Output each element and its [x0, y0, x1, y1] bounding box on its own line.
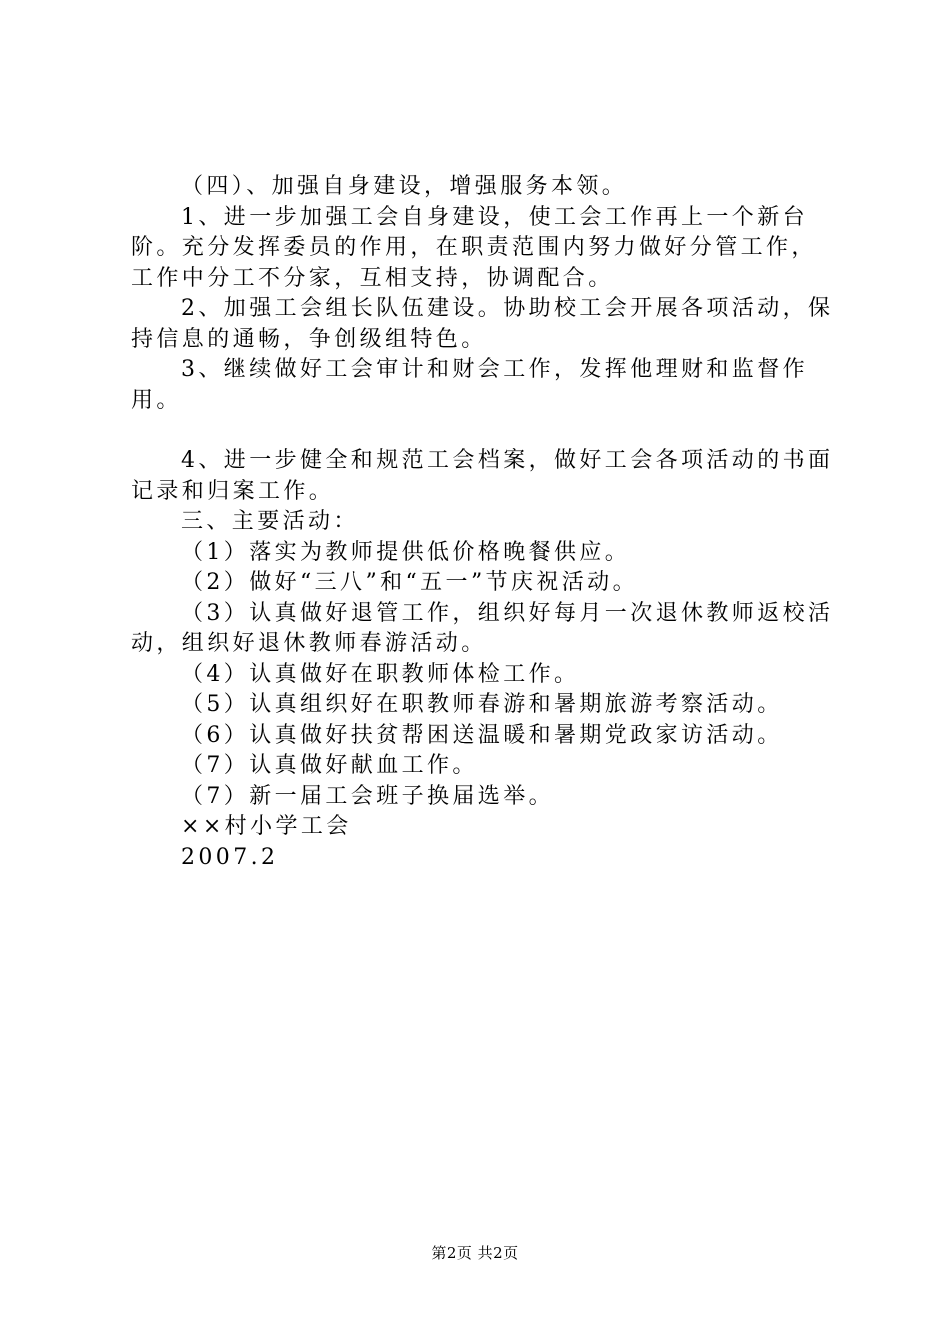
- activity-item-7a: （7）认真做好献血工作。: [181, 753, 478, 778]
- activity-item-6: （6）认真做好扶贫帮困送温暖和暑期党政家访活动。: [181, 722, 783, 748]
- section-heading-self-building: （四）、加强自身建设，增强服务本领。: [181, 174, 628, 199]
- activity-item-4: （4）认真做好在职教师体检工作。: [181, 661, 580, 687]
- activity-item-1: （1）落实为教师提供低价格晚餐供应。: [181, 539, 631, 565]
- paragraph-item-3: 3、继续做好工会审计和财会工作，发挥他理财和监督作用。: [131, 357, 808, 413]
- signature-organization: ××村小学工会: [181, 814, 352, 839]
- activity-item-3: （3）认真做好退管工作，组织好每月一次退休教师返校活动，组织好退休教师春游活动。: [131, 600, 834, 656]
- paragraph-item-2: 2、加强工会组长队伍建设。协助校工会开展各项活动，保持信息的通畅，争创级组特色。: [131, 296, 834, 352]
- paragraph-item-1: 1、进一步加强工会自身建设，使工会工作再上一个新台阶。充分发挥委员的作用，在职责范围内努力做好分管工作，工作中分工不分家，互相支持，协调配合。: [131, 204, 817, 291]
- document-body: [131, 172, 841, 873]
- signature-date: 2007.2: [181, 844, 279, 870]
- activity-item-7b: （7）新一届工会班子换届选举。: [181, 783, 554, 809]
- paragraph-item-4: 4、进一步健全和规范工会档案，做好工会各项活动的书面记录和归案工作。: [131, 448, 834, 504]
- page-footer: 第2页 共2页: [431, 1244, 519, 1262]
- section-heading-main-activities: 三、主要活动：: [181, 509, 359, 534]
- activity-item-2: （2）做好“三八”和“五一”节庆祝活动。: [181, 570, 638, 595]
- activity-item-5: （5）认真组织好在职教师春游和暑期旅游考察活动。: [181, 692, 783, 717]
